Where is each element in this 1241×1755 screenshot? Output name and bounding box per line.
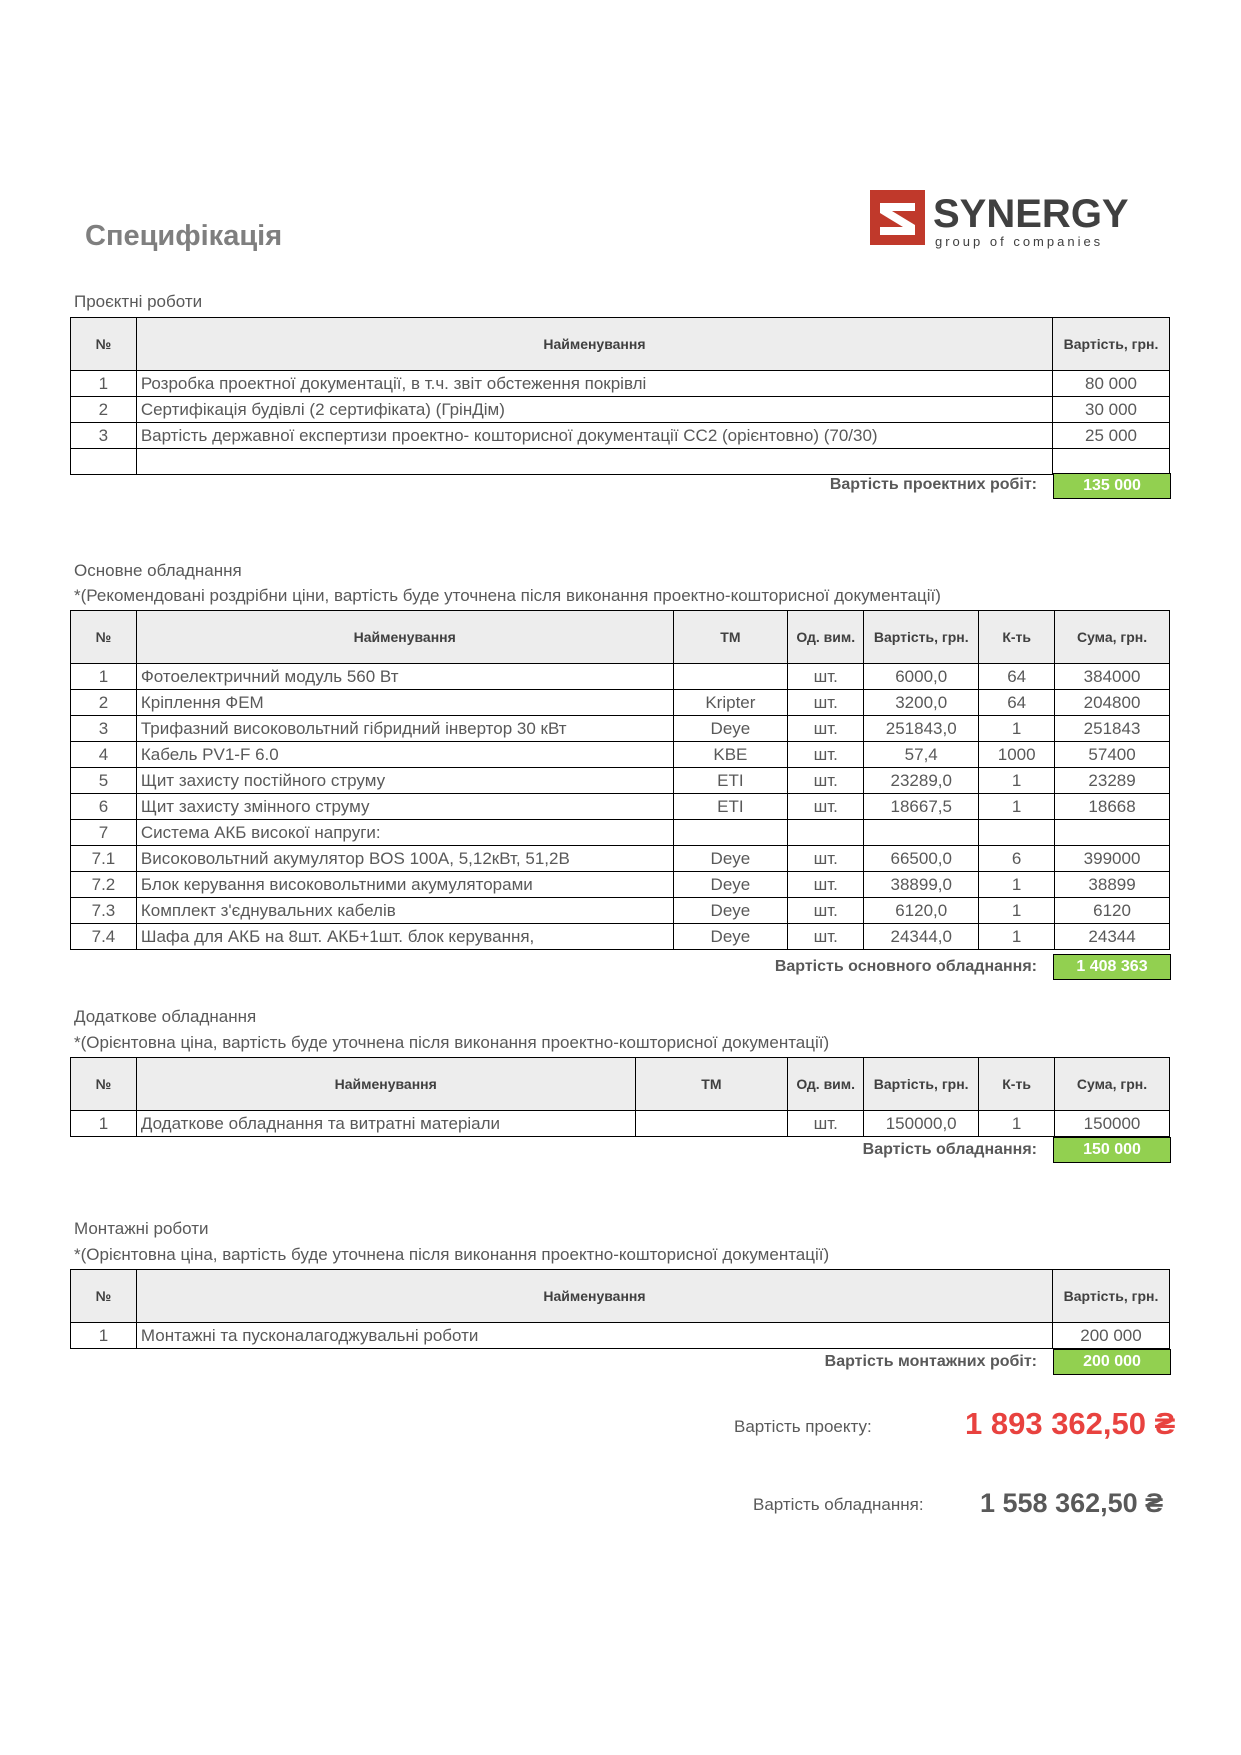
table-header-row [71,611,1170,664]
cell-brand: ETI [673,768,788,794]
cell-name: Кабель PV1-F 6.0 [136,742,673,768]
cell-name: Трифазний високовольтний гібридний інвертор 30 кВт [136,716,673,742]
cell-qty: 1 [979,872,1055,898]
cell-unit: шт. [788,924,864,950]
table-row [71,924,1170,950]
equipment-cost-label: Вартість обладнання: [753,1495,924,1514]
cell-number: 6 [71,794,137,820]
cell-brand: Deye [673,846,788,872]
cell-price: 38899,0 [864,872,979,898]
col-header-name: Найменування [136,318,1052,371]
cell-number: 1 [71,371,137,397]
cell-brand [635,1111,788,1137]
cell-name: Блок керування високовольтними акумуляторами [136,872,673,898]
table-row [71,664,1170,690]
table-row [71,820,1170,846]
cell-unit: шт. [788,898,864,924]
cell-number: 5 [71,768,137,794]
cell-number: 7 [71,820,137,846]
cell-name: Щит захисту постійного струму [136,768,673,794]
cell-qty: 1 [979,898,1055,924]
extra-equipment-table [70,1057,1170,1137]
cell-number: 7.2 [71,872,137,898]
table-row [71,898,1170,924]
cell-sum: 399000 [1055,846,1170,872]
cell-price: 6120,0 [864,898,979,924]
cell-unit: шт. [788,768,864,794]
design-table [70,317,1170,475]
cell-qty: 64 [979,690,1055,716]
cell-name: Розробка проектної документації, в т.ч. звіт обстеження покрівлі [136,371,1052,397]
cell-brand: Deye [673,872,788,898]
table-header-row [71,318,1170,371]
col-header-sum: Сума, грн. [1055,611,1170,664]
col-header-name: Найменування [136,611,673,664]
cell-qty: 1 [979,794,1055,820]
col-header-number: № [71,318,137,371]
cell-qty: 1 [979,768,1055,794]
col-header-price: Вартість, грн. [864,1058,979,1111]
col-header-brand: ТМ [673,611,788,664]
cell-name: Кріплення ФЕМ [136,690,673,716]
cell-sum: 204800 [1055,690,1170,716]
col-header-qty: К-ть [979,1058,1055,1111]
cell-price [1053,449,1170,475]
cell-price: 24344,0 [864,924,979,950]
cell-price: 6000,0 [864,664,979,690]
cell-qty: 1000 [979,742,1055,768]
cell-brand [673,664,788,690]
col-header-unit: Од. вим. [788,611,864,664]
cell-brand: Deye [673,716,788,742]
col-header-number: № [71,1058,137,1111]
page-title: Специфікація [85,220,283,252]
cell-qty: 1 [979,1111,1055,1137]
table-row [71,1111,1170,1137]
cell-price: 251843,0 [864,716,979,742]
cell-price: 3200,0 [864,690,979,716]
cell-sum: 251843 [1055,716,1170,742]
cell-unit: шт. [788,846,864,872]
col-header-brand: ТМ [635,1058,788,1111]
col-header-name: Найменування [136,1270,1052,1323]
col-header-price: Вартість, грн. [864,611,979,664]
table-row [71,846,1170,872]
cell-brand: Deye [673,924,788,950]
cell-name: Комплект з'єднувальних кабелів [136,898,673,924]
cell-price: 66500,0 [864,846,979,872]
installation-section-title: Монтажні роботи [74,1219,209,1238]
cell-sum [1055,820,1170,846]
cell-unit: шт. [788,1111,864,1137]
col-header-price: Вартість, грн. [1053,318,1170,371]
installation-table [70,1269,1170,1349]
cell-number: 3 [71,423,137,449]
cell-number: 1 [71,1323,137,1349]
main-equipment-section-title: Основне обладнання [74,561,242,580]
cell-sum: 18668 [1055,794,1170,820]
equipment-cost-value: 1 558 362,50 ₴ [980,1488,1164,1518]
cell-brand: ETI [673,794,788,820]
logo-name: SYNERGY [933,192,1129,236]
cell-price: 80 000 [1053,371,1170,397]
col-header-name: Найменування [136,1058,635,1111]
extra-equipment-total-label: Вартість обладнання: [862,1141,1037,1158]
table-row [71,768,1170,794]
cell-qty: 1 [979,924,1055,950]
extra-equipment-section-title: Додаткове обладнання [74,1007,257,1026]
cell-name: Високовольтний акумулятор BOS 100А, 5,12кВт, 51,2В [136,846,673,872]
cell-price: 18667,5 [864,794,979,820]
cell-qty [979,820,1055,846]
cell-price: 200 000 [1053,1323,1170,1349]
cell-price: 23289,0 [864,768,979,794]
cell-brand: Deye [673,898,788,924]
table-row [71,716,1170,742]
cell-number: 4 [71,742,137,768]
table-row [71,371,1170,397]
cell-name: Шафа для АКБ на 8шт. АКБ+1шт. блок керування, [136,924,673,950]
cell-name: Вартість державної експертизи проектно- кошторисної документації СС2 (орієнтовно) (70/30) [136,423,1052,449]
cell-number: 7.4 [71,924,137,950]
cell-sum: 57400 [1055,742,1170,768]
cell-qty: 1 [979,716,1055,742]
table-row [71,397,1170,423]
extra-equipment-note: *(Орієнтовна ціна, вартість буде уточнена після виконання проектно-кошторисної документації) [74,1033,830,1052]
cell-unit: шт. [788,794,864,820]
design-section-title: Проєктні роботи [74,292,203,311]
cell-unit: шт. [788,664,864,690]
cell-sum: 24344 [1055,924,1170,950]
col-header-number: № [71,1270,137,1323]
logo-mark-icon [870,190,925,245]
col-header-unit: Од. вим. [788,1058,864,1111]
cell-name: Додаткове обладнання та витратні матеріали [136,1111,635,1137]
table-row [71,794,1170,820]
cell-name: Сертифікація будівлі (2 сертифіката) (ГрінДім) [136,397,1052,423]
cell-price: 57,4 [864,742,979,768]
table-row [71,742,1170,768]
cell-number: 2 [71,690,137,716]
cell-number: 3 [71,716,137,742]
cell-qty: 64 [979,664,1055,690]
main-equipment-total-value: 1 408 363 [1053,954,1171,980]
table-header-row [71,1270,1170,1323]
cell-unit: шт. [788,872,864,898]
design-total-label: Вартість проектних робіт: [829,476,1037,493]
cell-price [864,820,979,846]
installation-note: *(Орієнтовна ціна, вартість буде уточнена після виконання проектно-кошторисної документації) [74,1245,830,1264]
cell-name: Монтажні та пусконалагоджувальні роботи [136,1323,1052,1349]
cell-name: Фотоелектричний модуль 560 Вт [136,664,673,690]
cell-number: 7.3 [71,898,137,924]
cell-price: 150000,0 [864,1111,979,1137]
main-equipment-note: *(Рекомендовані роздрібни ціни, вартість буде уточнена після виконання проектно-кошторисної документації) [74,586,941,605]
cell-number: 1 [71,664,137,690]
installation-total-value: 200 000 [1053,1349,1171,1375]
design-total-value: 135 000 [1053,473,1171,499]
col-header-qty: К-ть [979,611,1055,664]
cell-brand: Kripter [673,690,788,716]
cell-qty: 6 [979,846,1055,872]
cell-sum: 384000 [1055,664,1170,690]
col-header-sum: Сума, грн. [1055,1058,1170,1111]
synergy-logo [870,185,1150,253]
extra-equipment-total-value: 150 000 [1053,1137,1171,1163]
col-header-price: Вартість, грн. [1053,1270,1170,1323]
cell-number: 1 [71,1111,137,1137]
cell-sum: 150000 [1055,1111,1170,1137]
cell-brand: KBE [673,742,788,768]
cell-price: 25 000 [1053,423,1170,449]
cell-name [136,449,1052,475]
logo-tagline: group of companies [935,234,1104,249]
cell-number: 7.1 [71,846,137,872]
cell-sum: 23289 [1055,768,1170,794]
table-row [71,423,1170,449]
cell-sum: 6120 [1055,898,1170,924]
cell-unit [788,820,864,846]
cell-unit: шт. [788,716,864,742]
cell-unit: шт. [788,690,864,716]
col-header-number: № [71,611,137,664]
table-row [71,872,1170,898]
main-equipment-table [70,610,1170,950]
cell-number [71,449,137,475]
table-row [71,1323,1170,1349]
installation-total-label: Вартість монтажних робіт: [824,1353,1037,1370]
cell-name: Щит захисту змінного струму [136,794,673,820]
cell-brand [673,820,788,846]
table-header-row [71,1058,1170,1111]
cell-number: 2 [71,397,137,423]
cell-name: Система АКБ високої напруги: [136,820,673,846]
project-cost-label: Вартість проекту: [734,1417,872,1436]
project-cost-value: 1 893 362,50 ₴ [965,1406,1176,1441]
cell-sum: 38899 [1055,872,1170,898]
table-row [71,690,1170,716]
table-row-empty [71,449,1170,475]
cell-unit: шт. [788,742,864,768]
main-equipment-total-label: Вартість основного обладнання: [774,958,1037,975]
cell-price: 30 000 [1053,397,1170,423]
